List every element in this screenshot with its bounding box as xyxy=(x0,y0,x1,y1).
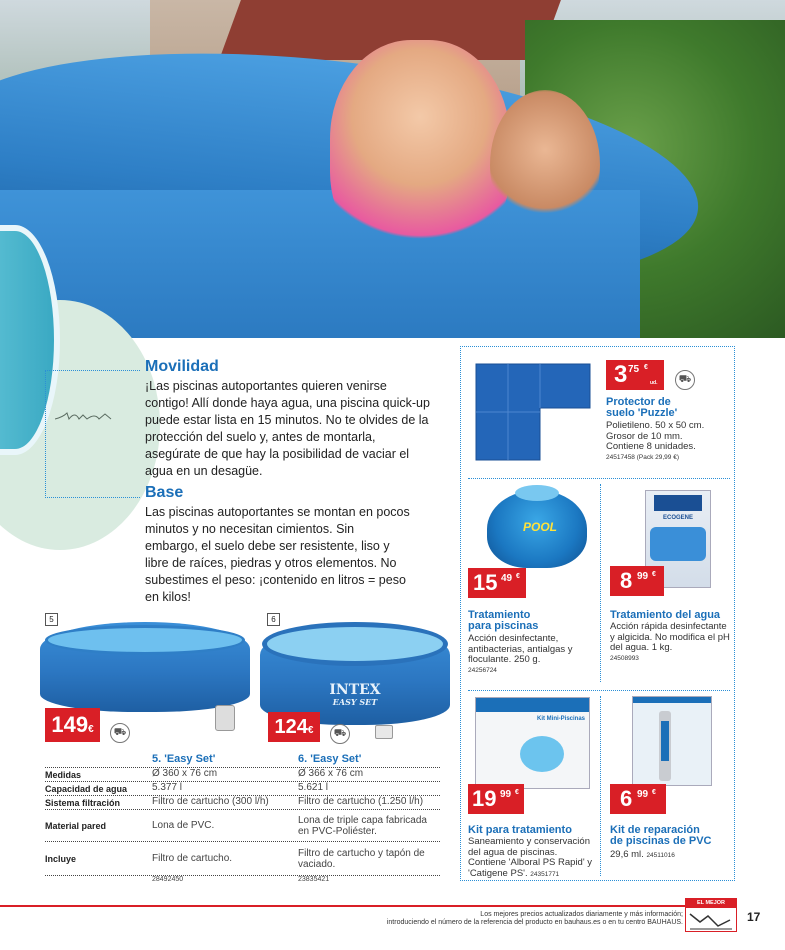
spec-value: Filtro de cartucho y tapón de vaciado. xyxy=(298,847,425,870)
ref-number: 24517458 (Pack 29,99 €) xyxy=(606,453,679,461)
puzzle-mat-image xyxy=(470,360,600,465)
footer-line-1: Los mejores precios actualizados diariamente y más información; xyxy=(480,911,683,918)
ref-number: 23835421 xyxy=(298,876,330,883)
title-line: Kit de reparación xyxy=(610,824,700,836)
price-unit: ud. xyxy=(650,380,658,386)
spec-value: Filtro de cartucho (300 l/h) xyxy=(152,796,269,807)
ref-number: 24508993 xyxy=(610,654,639,662)
cart-icon[interactable]: ⛟ xyxy=(675,370,695,390)
price-trend-icon xyxy=(686,908,736,932)
girl-figure xyxy=(330,40,510,260)
hero-photo xyxy=(0,0,785,338)
connector-line xyxy=(45,370,140,498)
text-line: Acción rápida desinfectante y algicida. No modifica el pH del agua. 1 kg. xyxy=(610,621,730,653)
price-decimals: 99 xyxy=(637,789,649,800)
brand-name: INTEX xyxy=(329,682,381,698)
spec-row xyxy=(45,768,440,782)
text-line: Grosor de 10 mm. xyxy=(606,430,683,442)
best-price-badge xyxy=(685,898,737,932)
section-text-movilidad: ¡Las piscinas autoportantes quieren venirse contigo! Allí donde haya agua, una piscina quick-up puede estar lista en 15 minutos. No te olvides de la protección del suelo y, antes de montarla, asegúrate de que hay la posibilidad de vaciar el agua en un desagüe. xyxy=(145,379,430,478)
price-decimals: 99 xyxy=(500,789,512,800)
product-title: Tratamiento del agua xyxy=(610,609,721,621)
price-tag-kit xyxy=(468,784,524,814)
spec-label: Sistema filtración xyxy=(45,797,121,808)
divider xyxy=(600,484,601,682)
pool-chemical-lid xyxy=(515,485,559,501)
spec-value: Ø 360 x 76 cm xyxy=(152,768,218,779)
price-tag-tratamiento xyxy=(468,568,526,598)
divider xyxy=(468,690,730,691)
price-tag-pool-5 xyxy=(45,708,100,742)
intex-brand-logo xyxy=(310,683,400,707)
product-label: ECOGENE xyxy=(662,515,693,521)
filter-pump-5 xyxy=(215,705,235,731)
spec-header-5: 5. 'Easy Set' xyxy=(152,753,216,765)
title-line: suelo 'Puzzle' xyxy=(606,407,678,419)
price-decimals: 99 xyxy=(637,571,649,582)
brand-sub: EASY SET xyxy=(332,697,378,707)
price-currency: € xyxy=(644,364,648,371)
product-title xyxy=(468,610,538,632)
product-description xyxy=(468,837,596,880)
text-line: Acción desinfectante, antibacterias, antialgas y floculante. 250 g. xyxy=(468,633,573,665)
spec-value: Filtro de cartucho. xyxy=(152,853,233,864)
price-currency: € xyxy=(516,573,520,580)
ref-number: 24351771 xyxy=(530,870,560,878)
spec-value: 5.377 l xyxy=(152,782,183,793)
section-text-base: Las piscinas autoportantes se montan en pocos minutos y no necesitan cimientos. Sin embargo, el suelo debe ser resistente, liso y libre de raíces, piedras y otros elementos. No subestimes el peso: ¡contenido en litros = peso en kilos! xyxy=(145,505,410,604)
spec-row xyxy=(45,842,440,876)
page-number: 17 xyxy=(747,910,761,924)
product-description xyxy=(610,850,732,862)
title-line: Tratamiento xyxy=(468,609,531,621)
price-value: 149 xyxy=(51,712,89,737)
price-currency: € xyxy=(652,789,656,796)
pool-5-water xyxy=(45,625,245,655)
title-line: para piscinas xyxy=(468,620,539,632)
spec-value: Filtro de cartucho (1.250 l/h) xyxy=(298,796,424,807)
repair-kit-image xyxy=(632,696,712,786)
divider xyxy=(468,478,730,479)
product-description xyxy=(606,421,731,463)
cart-icon[interactable]: ⛟ xyxy=(330,724,350,744)
price-currency: € xyxy=(88,724,94,735)
filter-pump-6 xyxy=(375,725,393,739)
price-currency: € xyxy=(652,571,656,578)
price-tag-puzzle xyxy=(606,360,664,390)
price-value: 19 xyxy=(472,786,497,811)
ref-number: 24256724 xyxy=(468,666,497,674)
product-description xyxy=(610,622,732,664)
product-label: Kit Mini-Piscinas xyxy=(536,716,585,722)
kit-box-image xyxy=(475,697,590,789)
spec-value: Lona de triple capa fabricada en PVC-Poliéster. xyxy=(298,814,427,837)
product-number: 5 xyxy=(45,613,58,626)
product-title: Kit para tratamiento xyxy=(468,824,572,836)
spec-label: Incluye xyxy=(45,853,77,864)
product-label: POOL xyxy=(522,520,557,534)
price-value: 6 xyxy=(620,786,633,811)
price-tag-reparacion xyxy=(610,784,666,814)
price-decimals: 75 xyxy=(628,364,640,375)
spec-table xyxy=(45,753,440,888)
footer-line-2: introduciendo el número de la referencia del producto en bauhaus.es o en tu centro BAUHAUS. xyxy=(386,919,683,926)
price-currency: € xyxy=(307,725,314,736)
spec-ref-row xyxy=(45,876,440,888)
text-line: Saneamiento y conservación del agua de piscinas. Contiene 'Alboral PS Rapid' y 'Catigene PS'. xyxy=(468,836,593,879)
section-title-base: Base xyxy=(145,484,184,501)
spec-row xyxy=(45,810,440,842)
footer-rule xyxy=(0,905,685,907)
section-title-movilidad: Movilidad xyxy=(145,358,219,375)
spec-row xyxy=(45,796,440,810)
spec-header-row xyxy=(45,753,440,768)
price-value: 3 xyxy=(614,361,628,388)
text-line: Contiene 8 unidades. xyxy=(606,441,696,452)
text-line: 29,6 ml. xyxy=(610,849,644,860)
price-tag-pool-6 xyxy=(268,712,320,742)
price-currency: € xyxy=(515,789,519,796)
spec-label: Capacidad de agua xyxy=(45,783,128,794)
spec-value: Ø 366 x 76 cm xyxy=(298,768,364,779)
badge-label: EL MEJOR PRECIO xyxy=(686,899,736,908)
spec-label: Material pared xyxy=(45,820,107,831)
price-tag-agua xyxy=(610,566,664,596)
product-description xyxy=(468,634,596,676)
divider xyxy=(600,696,601,876)
title-line: Protector de xyxy=(606,396,671,408)
spec-header-6: 6. 'Easy Set' xyxy=(298,753,362,765)
price-value: 15 xyxy=(473,570,498,595)
spec-label: Medidas xyxy=(45,769,82,780)
price-value: 8 xyxy=(620,568,633,593)
price-value: 124 xyxy=(274,716,308,738)
product-number: 6 xyxy=(267,613,280,626)
ref-number: 24511016 xyxy=(646,852,675,859)
spec-value: Lona de PVC. xyxy=(152,820,215,831)
text-line: Polietileno. 50 x 50 cm. xyxy=(606,420,705,431)
spec-value: 5.621 l xyxy=(298,782,329,793)
ref-number: 28492450 xyxy=(152,876,184,883)
spec-row xyxy=(45,782,440,796)
pool-6-ring xyxy=(262,622,448,666)
footer-text xyxy=(233,911,683,927)
boy-figure xyxy=(490,90,600,240)
product-title xyxy=(610,825,711,847)
product-title xyxy=(606,397,677,419)
price-decimals: 49 xyxy=(501,573,513,584)
cart-icon[interactable]: ⛟ xyxy=(110,723,130,743)
title-line: de piscinas de PVC xyxy=(610,835,712,847)
